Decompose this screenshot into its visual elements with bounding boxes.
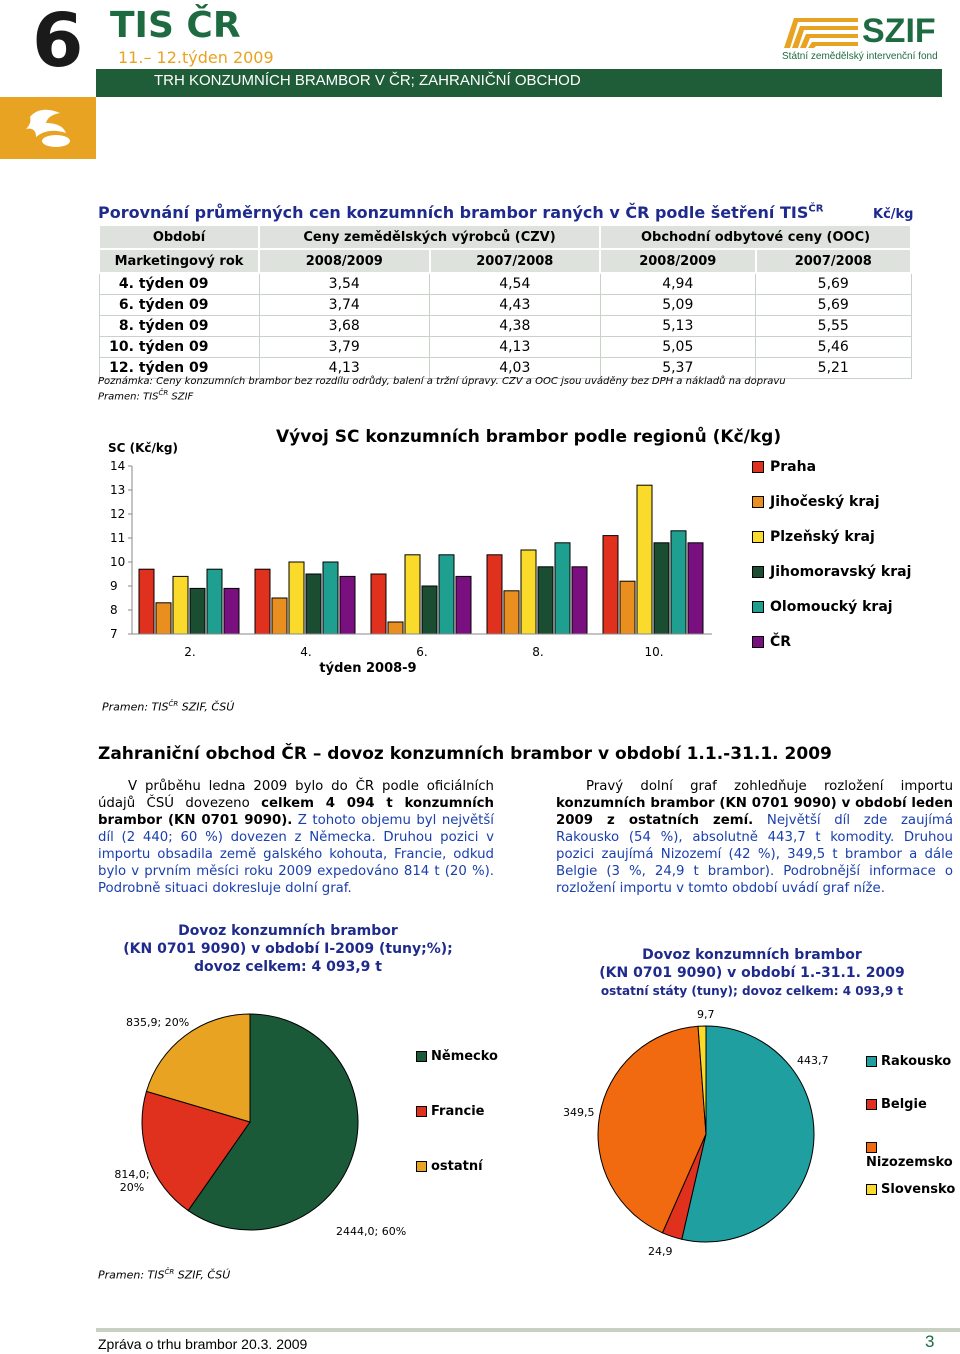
table-cell: 3,54 [259, 273, 430, 295]
bar-Jihomoravský kraj [538, 567, 553, 634]
pie2-title-line: ostatní státy (tuny); dovoz celkem: 4 093,9 t [600, 984, 904, 998]
legend-swatch [866, 1142, 877, 1153]
pie2-title-line: (KN 0701 9090) v období 1.-31.1. 2009 [599, 965, 905, 981]
table-row [99, 295, 911, 316]
legend-label: ČR [770, 634, 792, 650]
table-cell: 3,68 [259, 316, 430, 337]
pie1-legend-item [416, 1159, 483, 1174]
pie1-title [108, 922, 468, 976]
pie1-chart [140, 1012, 360, 1232]
table-cell: 3,79 [259, 337, 430, 358]
blue-span: Největší díl zde zaujímá Rakousko (54 %), absolutně 443,7 t komodity. Druhou pozici zaujímá Nizozemí (42 %), 349,5 t brambor a dále Belgie (3 %, 24,9 t brambor). Podrobnější informace o rozložení importu v tomto období uvádí graf níže. [556, 813, 954, 896]
bar-Praha [371, 574, 386, 634]
x-axis-label: týden 2008-9 [319, 661, 417, 676]
bar-Olomoucký kraj [671, 531, 686, 634]
week-range: 11.– 12.týden 2009 [118, 48, 274, 67]
y-tick-label: 10 [110, 555, 126, 569]
blue-span: Z tohoto objemu byl největší díl (2 440; 60 %) dovezen z Německa. [98, 813, 495, 845]
bar-Jihomoravský kraj [422, 586, 437, 634]
pie1-slice-label: 835,9; 20% [126, 1016, 190, 1029]
source-sup: ČR [168, 700, 179, 708]
legend-label: Plzeňský kraj [770, 529, 875, 545]
table-cell: 5,21 [756, 358, 912, 379]
chart-title: Vývoj SC konzumních brambor podle regionů (Kč/kg) [276, 427, 782, 447]
header-cell: 2007/2008 [756, 249, 912, 273]
x-tick-label: 4. [300, 645, 312, 659]
bar-ČR [224, 588, 239, 634]
legend-swatch [752, 566, 764, 578]
legend-item [752, 599, 893, 615]
pie2-title-line: Dovoz konzumních brambor [642, 947, 862, 963]
bar-Jihočeský kraj [504, 591, 519, 634]
y-tick-label: 14 [110, 459, 126, 473]
y-tick-label: 7 [110, 627, 118, 641]
y-tick-group [110, 459, 132, 641]
table-row [99, 273, 911, 295]
brand-title: TIS ČR [110, 5, 241, 46]
pie2-legend-item [866, 1140, 960, 1170]
pie2-slice-label: 443,7 [797, 1054, 829, 1067]
bar-Praha [255, 569, 270, 634]
bar-Olomoucký kraj [555, 543, 570, 634]
y-tick-label: 11 [110, 531, 126, 545]
x-tick-label: 8. [532, 645, 544, 659]
table-cell: 8. týden 09 [99, 316, 259, 337]
header-cell: Období [99, 225, 259, 249]
szif-logo-subtitle: Státní zemědělský intervenční fond [782, 51, 938, 62]
issue-number: 6 [32, 0, 84, 84]
pie1-slice-label: 814,0; 20% [114, 1168, 150, 1194]
legend-label: Jihočeský kraj [770, 494, 880, 510]
price-table-title-text: Porovnání průměrných cen konzumních brambor raných v ČR podle šetření TIS [98, 203, 809, 222]
header-cell: 2008/2009 [259, 249, 430, 273]
bold-span: celkem 4 094 t konzumních brambor (KN 0701 9090). [98, 796, 495, 828]
table-header-row [99, 225, 911, 249]
bar-Jihočeský kraj [620, 581, 635, 634]
title-superscript: ČR [808, 203, 824, 215]
legend-label: Belgie [881, 1097, 927, 1112]
y-tick-label: 13 [110, 483, 126, 497]
table-cell: 5,55 [756, 316, 912, 337]
potato-icon [0, 97, 96, 159]
pie1-slice-label: 2444,0; 60% [336, 1225, 407, 1238]
bar-Jihočeský kraj [272, 598, 287, 634]
bar-Jihomoravský kraj [190, 588, 205, 634]
table-cell: 5,37 [600, 358, 755, 379]
y-tick-label: 12 [110, 507, 126, 521]
table-row [99, 337, 911, 358]
legend-label: Praha [770, 459, 817, 475]
legend-item [752, 494, 880, 510]
table-cell: 5,09 [600, 295, 755, 316]
source-text: Pramen: TIS [98, 391, 159, 403]
header-cell: Ceny zemědělských výrobců (CZV) [259, 225, 600, 249]
table-cell: 6. týden 09 [99, 295, 259, 316]
table-cell: 4,94 [600, 273, 755, 295]
table-cell: 5,13 [600, 316, 755, 337]
table-row [99, 316, 911, 337]
bar-Olomoucký kraj [207, 569, 222, 634]
legend-label: Francie [431, 1104, 485, 1119]
text-span: Pravý dolní graf zohledňuje rozložení importu [586, 779, 953, 794]
trade-paragraph-right [556, 778, 953, 897]
pie2-slice-label: 9,7 [697, 1008, 715, 1021]
blue-span: Druhou pozici v importu obsadila země galského kohouta, Francie, odkud bylo v prvním měsíci roku 2009 expedováno 814 t (20 %). Podrobně situaci dokresluje dolní graf. [98, 830, 494, 896]
y-tick-label: 9 [110, 579, 118, 593]
x-tick-label: 10. [644, 645, 664, 659]
legend-label: ostatní [431, 1159, 483, 1174]
price-table [98, 224, 912, 379]
bold-span: konzumních brambor (KN 0701 9090) v období leden 2009 z ostatních zemí. [556, 796, 953, 828]
bar-Jihočeský kraj [156, 603, 171, 634]
bar-group [139, 485, 703, 634]
footer-divider [96, 1328, 960, 1332]
bar-ČR [456, 576, 471, 634]
pie2-chart [596, 1024, 816, 1244]
legend-item [752, 459, 816, 475]
pie2-legend-item [866, 1182, 955, 1197]
potato-logo-block [0, 97, 96, 159]
bar-Plzeňský kraj [637, 485, 652, 634]
table-note: Poznámka: Ceny konzumních brambor bez rozdílu odrůdy, balení a tržní úpravy. CZV a OOC jsou uváděny bez DPH a nákladů na dopravu [98, 376, 786, 387]
table-cell: 4,54 [430, 273, 601, 295]
trade-section-title: Zahraniční obchod ČR – dovoz konzumních brambor v období 1.1.-31.1. 2009 [98, 744, 832, 764]
pie2-title [586, 946, 918, 1000]
legend-swatch [416, 1051, 427, 1062]
subtitle-bar [96, 69, 942, 97]
bar-Olomoucký kraj [439, 555, 454, 634]
price-table-title [98, 203, 823, 222]
pie1-title-line: Dovoz konzumních brambor [178, 923, 398, 939]
table-cell: 4,38 [430, 316, 601, 337]
legend-label: Rakousko [881, 1054, 952, 1069]
legend-label: Slovensko [881, 1182, 956, 1197]
table-header-row [99, 249, 911, 273]
bar-Plzeňský kraj [289, 562, 304, 634]
legend-label: Jihomoravský kraj [770, 564, 912, 580]
legend-swatch [866, 1056, 877, 1067]
page-number: 3 [925, 1332, 935, 1351]
legend-item [752, 634, 791, 650]
pie1-legend-item [416, 1104, 484, 1119]
legend-item [752, 529, 875, 545]
table-cell: 5,69 [756, 273, 912, 295]
header-cell: Marketingový rok [99, 249, 259, 273]
bar-ČR [688, 543, 703, 634]
legend-swatch [866, 1184, 877, 1195]
y-axis-label: SC (Kč/kg) [108, 441, 178, 455]
table-cell: 12. týden 09 [99, 358, 259, 379]
header-cell: Obchodní odbytové ceny (OOC) [600, 225, 911, 249]
legend-label: Německo [431, 1049, 498, 1064]
table-cell: 4,43 [430, 295, 601, 316]
source-tail: SZIF [168, 391, 194, 403]
legend-swatch [752, 496, 764, 508]
source-tail: SZIF, ČSÚ [178, 700, 235, 714]
legend-label: Olomoucký kraj [770, 599, 893, 615]
regional-price-bar-chart [96, 420, 956, 680]
source-sup: ČR [158, 389, 169, 397]
bar-Plzeňský kraj [521, 550, 536, 634]
footer-text: Zpráva o trhu brambor 20.3. 2009 [98, 1336, 308, 1352]
legend-swatch [752, 461, 764, 473]
table-cell: 4,13 [259, 358, 430, 379]
bar-ČR [572, 567, 587, 634]
bar-Praha [487, 555, 502, 634]
legend-label: Nizozemsko [866, 1155, 953, 1170]
text-span: V průběhu ledna 2009 bylo do ČR podle oficiálních údajů ČSÚ dovezeno [98, 779, 494, 811]
y-tick-label: 8 [110, 603, 118, 617]
bar-Plzeňský kraj [405, 555, 420, 634]
chart-source [102, 700, 234, 714]
table-cell: 5,69 [756, 295, 912, 316]
source-sup: ČR [164, 1268, 175, 1276]
bar-Olomoucký kraj [323, 562, 338, 634]
source-text: Pramen: TIS [98, 1268, 165, 1282]
pie2-legend-item [866, 1054, 951, 1069]
bar-ČR [340, 576, 355, 634]
table-cell: 4,13 [430, 337, 601, 358]
bar-Praha [603, 536, 618, 634]
table-cell: 4,03 [430, 358, 601, 379]
source-tail: SZIF, ČSÚ [174, 1268, 231, 1282]
legend-swatch [752, 601, 764, 613]
szif-logo-stripes [784, 18, 858, 48]
x-tick-label: 6. [416, 645, 428, 659]
pie2-slice-label: 349,5 [563, 1106, 595, 1119]
x-tick-label: 2. [184, 645, 196, 659]
header-cell: 2008/2009 [600, 249, 755, 273]
trade-paragraph-left [98, 778, 494, 897]
bar-Praha [139, 569, 154, 634]
bar-Jihomoravský kraj [654, 543, 669, 634]
bar-Jihočeský kraj [388, 622, 403, 634]
table-source [98, 389, 193, 402]
bar-Plzeňský kraj [173, 576, 188, 634]
x-tick-group [184, 645, 663, 659]
source-text: Pramen: TIS [102, 700, 169, 714]
szif-logo-icon [784, 18, 858, 48]
legend-swatch [866, 1099, 877, 1110]
table-cell: 5,46 [756, 337, 912, 358]
header-cell: 2007/2008 [430, 249, 601, 273]
legend-swatch [416, 1106, 427, 1117]
legend-swatch [752, 636, 764, 648]
pie1-legend-item [416, 1049, 498, 1064]
szif-logo-text: SZIF [862, 12, 936, 50]
table-cell: 4. týden 09 [99, 273, 259, 295]
subtitle-text: TRH KONZUMNÍCH BRAMBOR V ČR; ZAHRANIČNÍ OBCHOD [154, 72, 581, 89]
bar-Jihomoravský kraj [306, 574, 321, 634]
table-cell: 5,05 [600, 337, 755, 358]
legend-swatch [752, 531, 764, 543]
table-cell: 10. týden 09 [99, 337, 259, 358]
pie1-title-line: (KN 0701 9090) v období I-2009 (tuny;%); [123, 941, 453, 957]
pie-source [98, 1268, 230, 1282]
legend-item [752, 564, 911, 580]
table-cell: 3,74 [259, 295, 430, 316]
pie2-legend-item [866, 1097, 927, 1112]
legend-swatch [416, 1161, 427, 1172]
pie1-title-line: dovoz celkem: 4 093,9 t [194, 959, 382, 975]
pie2-slice-label: 24,9 [648, 1245, 673, 1258]
price-unit: Kč/kg [873, 207, 914, 222]
